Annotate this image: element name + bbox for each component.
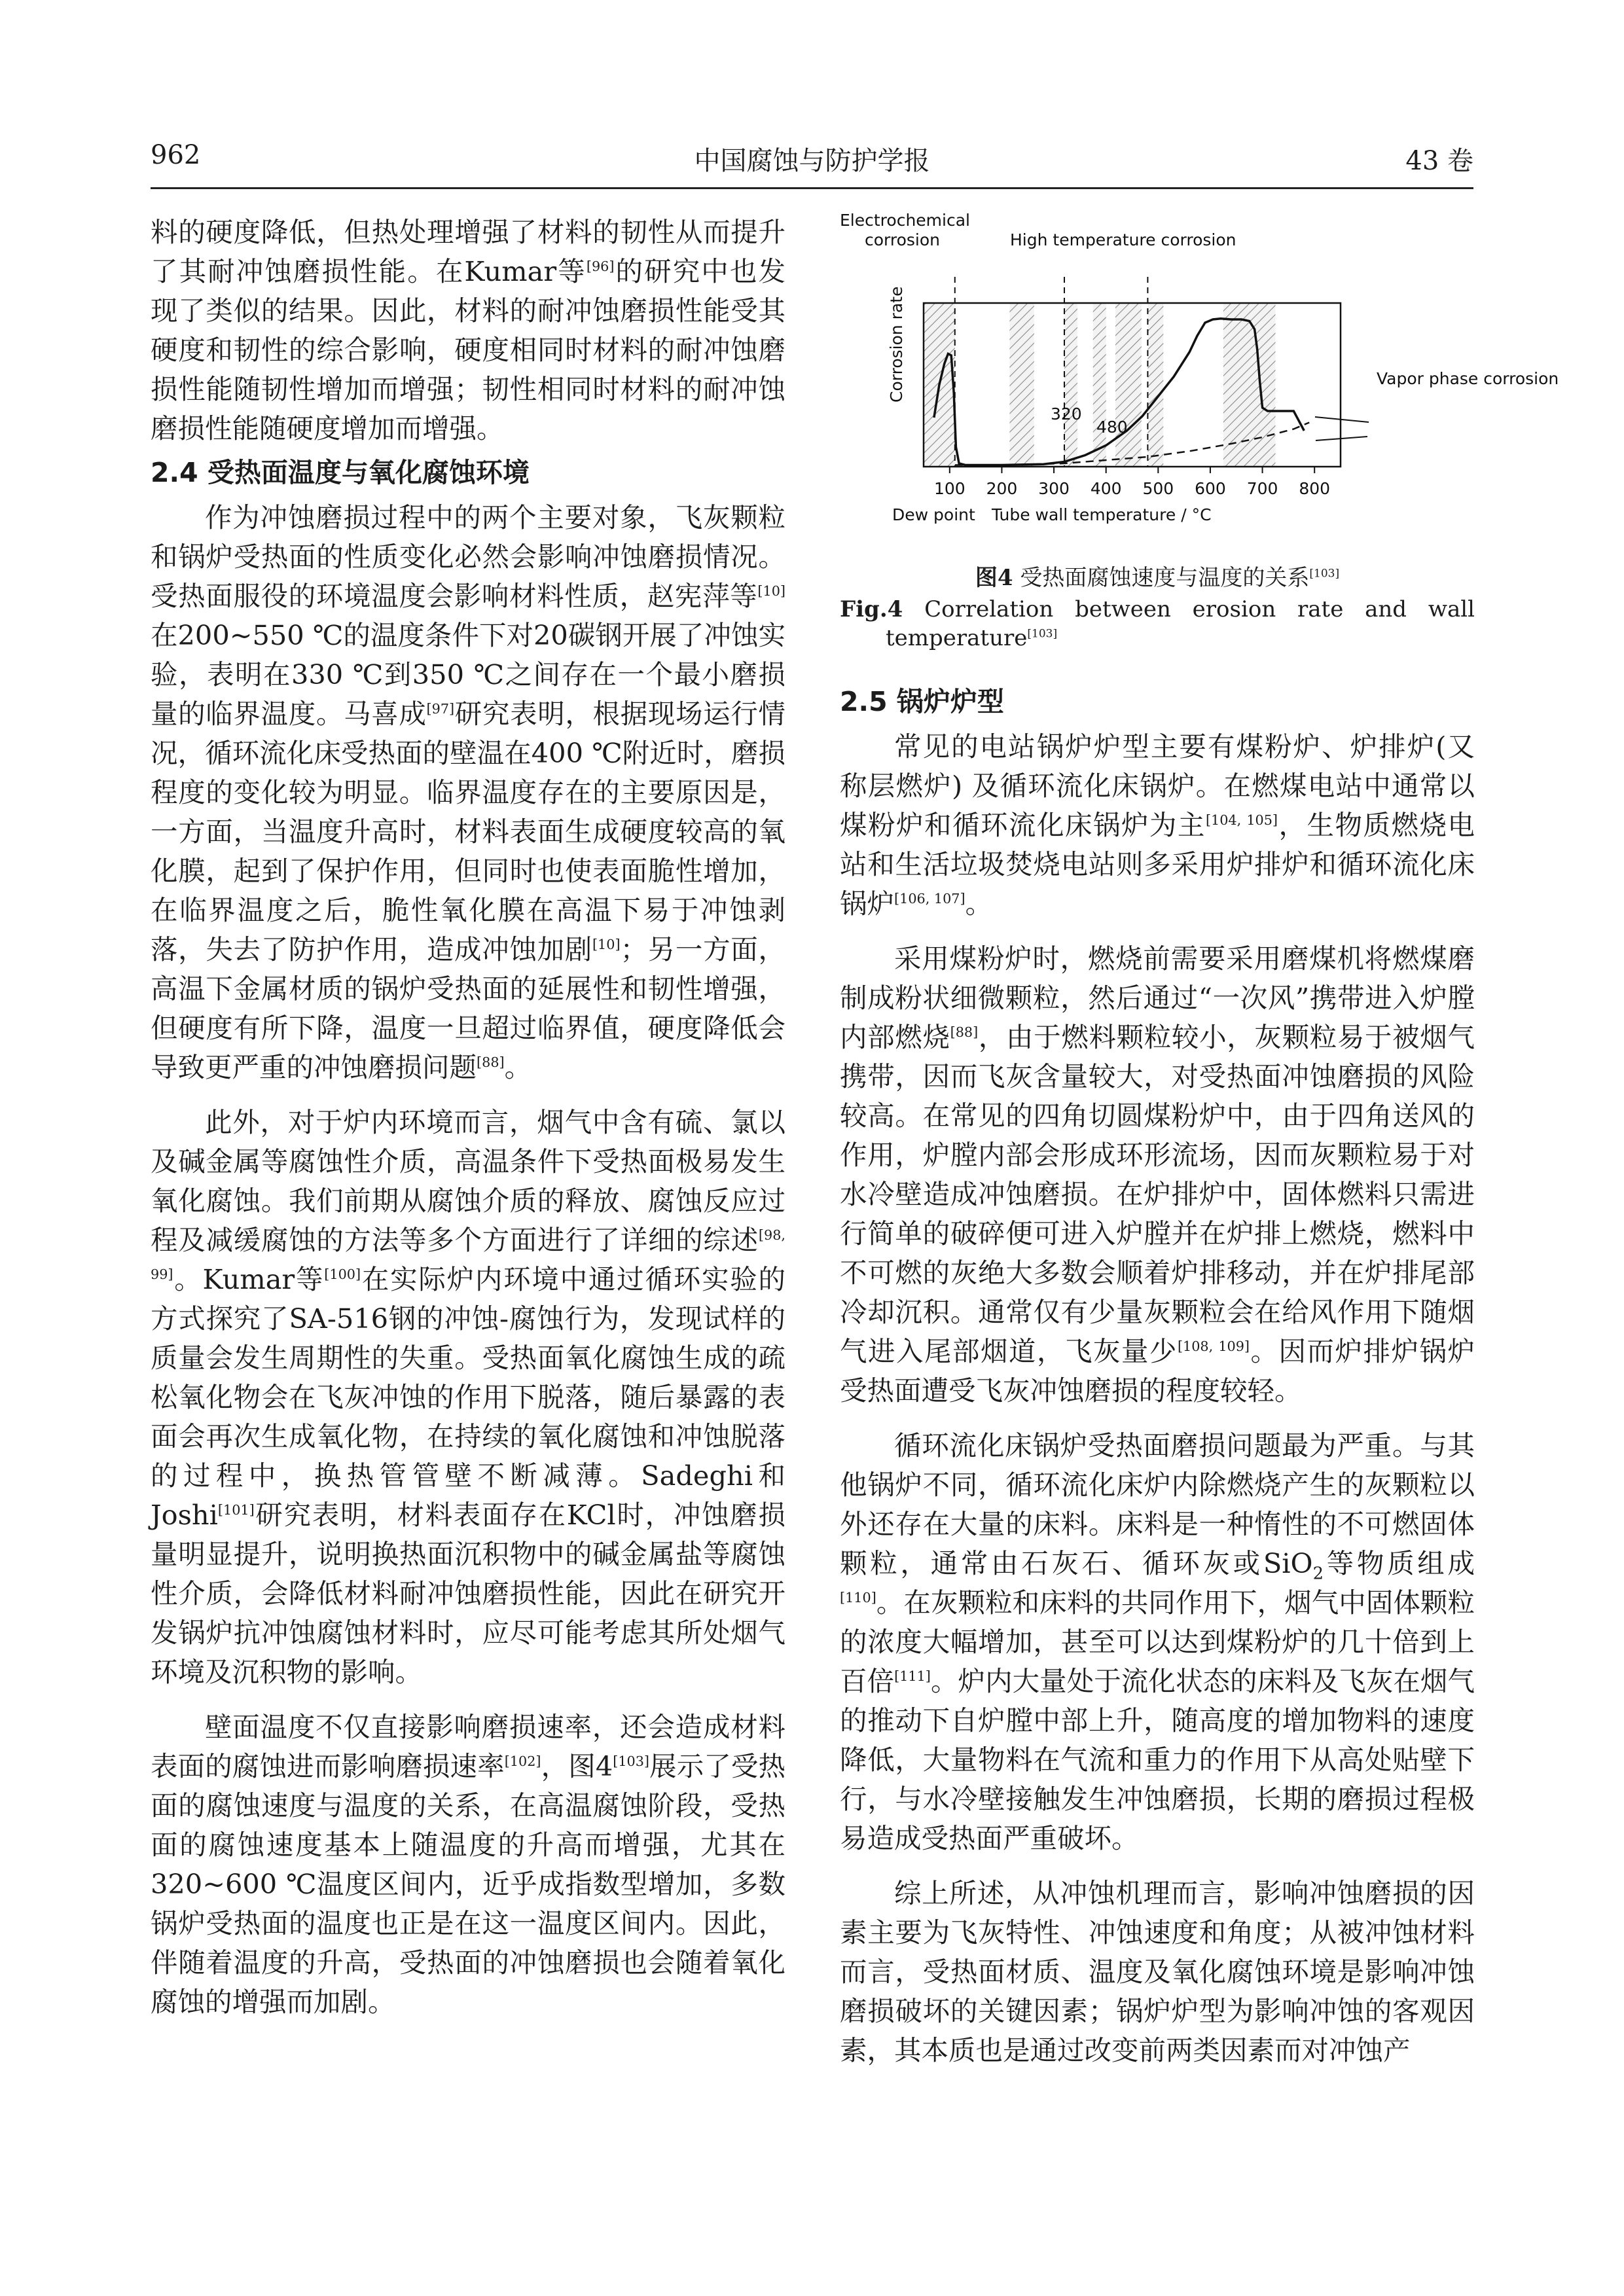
corrosion-chart [840,211,1559,553]
vapor-leader-line-1 [1315,417,1369,422]
right-column [840,211,1559,2070]
hatched-band-5 [1115,303,1142,467]
hatched-band-6 [1147,303,1163,467]
x-tick-label-100: 100 [933,479,965,498]
label-high-temp-corrosion: High temperature corrosion [1010,230,1236,249]
hatched-band-3 [1064,303,1077,467]
x-axis-label: Tube wall temperature / °C [992,505,1212,524]
left-paragraph-2: 作为冲蚀磨损过程中的两个主要对象，飞灰颗粒和锅炉受热面的性质变化必然会影响冲蚀磨损情况。受热面服役的环境温度会影响材料性质，赵宪萍等[10]在200~550 ℃的温度条件下对20碳钢开展了冲蚀实验，表明在330 ℃到350 ℃之间存在一个最小磨损量的临界温度。马喜成[97]研究表明，根据现场运行情况，循环流化床受热面的壁温在400 ℃附近时，磨损程度的变化较为明显。临界温度存在的主要原因是，一方面，当温度升高时，材料表面生成硬度较高的氧化膜，起到了保护作用，但同时也使表面脆性增加，在临界温度之后，脆性氧化膜在高温下易于冲蚀剥落，失去了防护作用，造成冲蚀加剧[10]；另一方面，高温下金属材质的锅炉受热面的延展性和韧性增强，但硬度有所下降，温度一旦超过临界值，硬度降低会导致更严重的冲蚀磨损问题[88]。 [151,501,785,1083]
section-heading-2-4: 2.4 受热面温度与氧化腐蚀环境 [151,457,530,488]
figure-4 [840,211,1559,553]
volume-label: 43 卷 [1405,146,1473,176]
vapor-leader-line-2 [1316,437,1367,440]
hatched-band-4 [1093,303,1106,467]
page-number: 962 [151,140,201,170]
annotation-dew-point: Dew point [892,505,975,524]
x-tick-label-300: 300 [1038,479,1070,498]
left-column [151,213,785,2022]
hatched-band-2 [1009,303,1034,467]
hatched-band-0 [924,303,950,467]
label-vapor-phase: Vapor phase corrosion [1377,369,1559,388]
hatched-band-7 [1223,303,1257,467]
right-paragraph-4: 综上所述，从冲蚀机理而言，影响冲蚀磨损的因素主要为飞灰特性、冲蚀速度和角度；从被冲蚀材料而言，受热面材质、温度及氧化腐蚀环境是影响冲蚀磨损破坏的关键因素；锅炉炉型为影响冲蚀的客观因素，其本质也是通过改变前两类因素而对冲蚀产 [840,1877,1475,2066]
x-tick-label-400: 400 [1090,479,1122,498]
y-axis-label: Corrosion rate [887,286,906,403]
left-paragraph-3: 此外，对于炉内环境而言，烟气中含有硫、氯以及碱金属等腐蚀性介质，高温条件下受热面极易发生氧化腐蚀。我们前期从腐蚀介质的释放、腐蚀反应过程及减缓腐蚀的方法等多个方面进行了详细的综述[98, 99]。Kumar等[100]在实际炉内环境中通过循环实验的方式探究了SA-516钢的冲蚀-腐蚀行为，发现试样的质量会发生周期性的失重。受热面氧化腐蚀生成的疏松氧化物会在飞灰冲蚀的作用下脱落，随后暴露的表面会再次生成氧化物，在持续的氧化腐蚀和冲蚀脱落的过程中，换热管管壁不断减薄。Sadeghi和Joshi[101]研究表明，材料表面存在KCl时，冲蚀磨损量明显提升，说明换热面沉积物中的碱金属盐等腐蚀性介质，会降低材料耐冲蚀磨损性能，因此在研究开发锅炉抗冲蚀腐蚀材料时，应尽可能考虑其所处烟气环境及沉积物的影响。 [151,1106,785,1688]
figure-caption-cn: 图4 受热面腐蚀速度与温度的关系[103] [975,565,1340,591]
label-electrochemical-line1: Electrochemical corrosion [840,211,970,249]
left-paragraph-1: 料的硬度降低，但热处理增强了材料的韧性从而提升了其耐冲蚀磨损性能。在Kumar等[96]的研究中也发现了类似的结果。因此，材料的耐冲蚀磨损性能受其硬度和韧性的综合影响，硬度相同时材料的耐冲蚀磨损性能随韧性增加而增强；韧性相同时材料的耐冲蚀磨损性能随硬度增加而增强。 [151,216,785,444]
annotation-320: 320 [1051,404,1082,423]
x-tick-label-600: 600 [1195,479,1226,498]
x-tick-label-500: 500 [1142,479,1174,498]
annotation-480: 480 [1096,418,1128,437]
x-tick-label-200: 200 [986,479,1018,498]
left-paragraph-4: 壁面温度不仅直接影响磨损速率，还会造成材料表面的腐蚀进而影响磨损速率[102]，图4[103]展示了受热面的腐蚀速度与温度的关系，在高温腐蚀阶段，受热面的腐蚀速度基本上随温度的升高而增强，尤其在320~600 ℃温度区间内，近乎成指数型增加，多数锅炉受热面的温度也正是在这一温度区间内。因此，伴随着温度的升高，受热面的冲蚀磨损也会随着氧化腐蚀的增强而加剧。 [151,1711,785,2018]
right-paragraph-1: 常见的电站锅炉炉型主要有煤粉炉、炉排炉(又称层燃炉) 及循环流化床锅炉。在燃煤电站中通常以煤粉炉和循环流化床锅炉为主[104, 105]，生物质燃烧电站和生活垃圾焚烧电站则多采用炉排炉和循环流化床锅炉[106, 107]。 [840,730,1475,920]
section-heading-2-5: 2.5 锅炉炉型 [840,686,1004,717]
journal-title: 中国腐蚀与防护学报 [694,146,930,176]
right-paragraph-3: 循环流化床锅炉受热面磨损问题最为严重。与其他锅炉不同，循环流化床炉内除燃烧产生的灰颗粒以外还存在大量的床料。床料是一种惰性的不可燃固体颗粒，通常由石灰石、循环灰或SiO$_2$等物质组成[110]。在灰颗粒和床料的共同作用下，烟气中固体颗粒的浓度大幅增加，甚至可以达到煤粉炉的几十倍到上百倍[111]。炉内大量处于流化状态的床料及飞灰在烟气的推动下自炉膛中部上升，随高度的增加物料的速度降低，大量物料在气流和重力的作用下从高处贴壁下行，与水冷壁接触发生冲蚀磨损，长期的磨损过程极易造成受热面严重破坏。 [840,1429,1475,1854]
x-tick-label-800: 800 [1299,479,1331,498]
right-paragraph-2: 采用煤粉炉时，燃烧前需要采用磨煤机将燃煤磨制成粉状细微颗粒，然后通过“一次风”携带进入炉膛内部燃烧[88]，由于燃料颗粒较小，灰颗粒易于被烟气携带，因而飞灰含量较大，对受热面冲蚀磨损的风险较高。在常见的四角切圆煤粉炉中，由于四角送风的作用，炉膛内部会形成环形流场，因而灰颗粒易于对水冷壁造成冲蚀磨损。在炉排炉中，固体燃料只需进行简单的破碎便可进入炉膛并在炉排上燃烧，燃料中不可燃的灰绝大多数会顺着炉排移动，并在炉排尾部冷却沉积。通常仅有少量灰颗粒会在给风作用下随烟气进入尾部烟道，飞灰量少[108, 109]。因而炉排炉锅炉受热面遭受飞灰冲蚀磨损的程度较轻。 [840,942,1475,1407]
header-rule [151,187,1473,189]
figure-caption-en: Fig.4 Correlation between erosion rate and wall temperature[103] [840,596,1475,651]
x-tick-label-700: 700 [1246,479,1278,498]
